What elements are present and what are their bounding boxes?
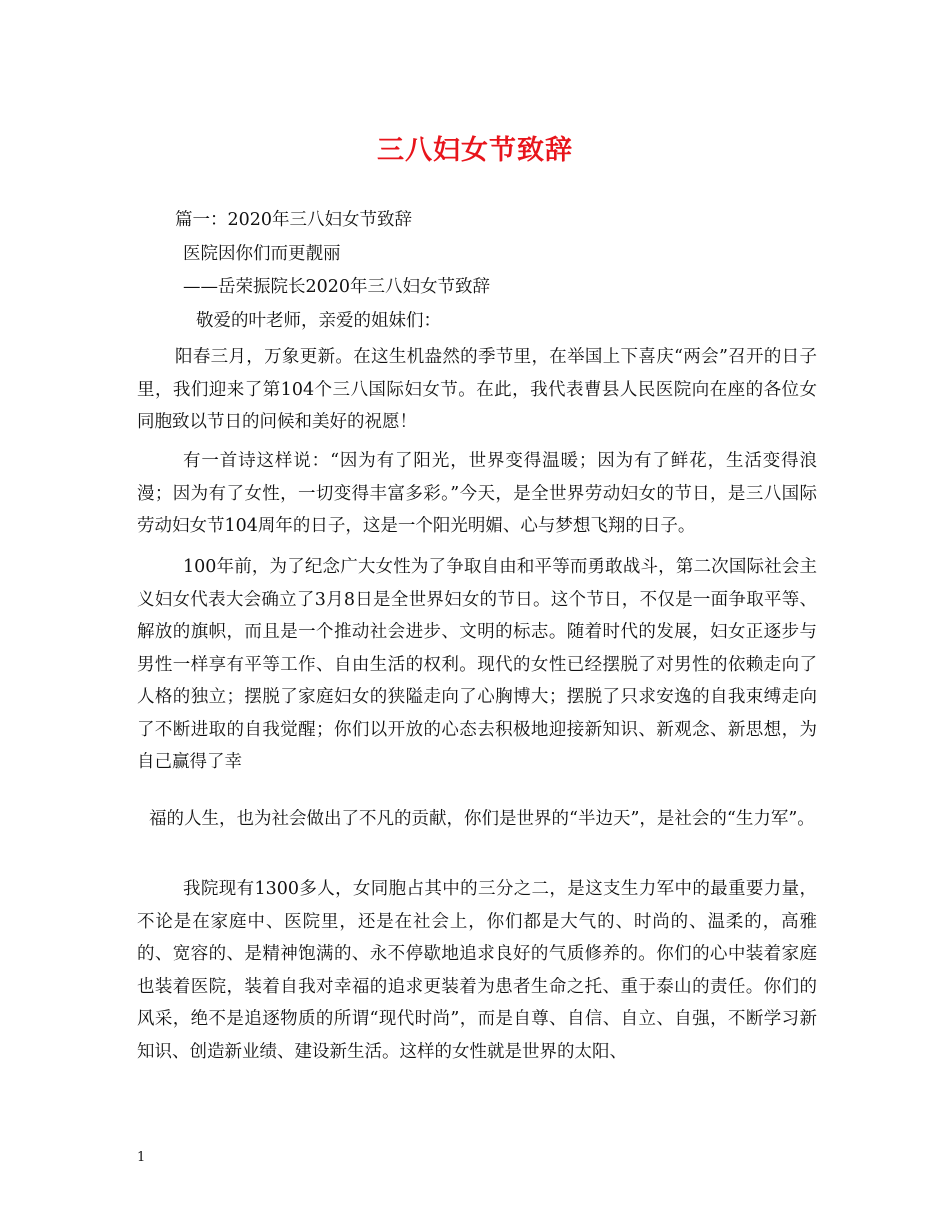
body-paragraph: 阳春三月，万象更新。在这生机盎然的季节里，在举国上下喜庆“两会”召开的日子里，我们迎来了第104个三八国际妇女节。在此，我代表曹县人民医院向在座的各位女同胞致以节日的问候和美好的祝愿！: [137, 347, 817, 432]
document-title: 三八妇女节致辞: [377, 135, 573, 166]
section-heading: 篇一：2020年三八妇女节致辞: [175, 210, 413, 230]
subtitle: 医院因你们而更靓丽: [183, 244, 341, 264]
body-paragraph: 100年前，为了纪念广大女性为了争取自由和平等而勇敢战斗，第二次国际社会主义妇女代表大会确立了3月8日是全世界妇女的节日。这个节日，不仅是一面争取平等、解放的旗帜，而且是一个推动社会进步、文明的标志。随着时代的发展，妇女正逐步与男性一样享有平等工作、自由生活的权利。现代的女性已经摆脱了对男性的依赖走向了人格的独立；摆脱了家庭妇女的狭隘走向了心胸博大；摆脱了只求安逸的自我束缚走向了不断进取的自我觉醒；你们以开放的心态去积极地迎接新知识、新观念、新思想，为自己赢得了幸: [137, 557, 817, 772]
body-paragraph: 福的人生，也为社会做出了不凡的贡献，你们是世界的“半边天”，是社会的“生力军”。: [149, 809, 815, 829]
byline: ——岳荣振院长2020年三八妇女节致辞: [183, 277, 491, 297]
body-paragraph: 有一首诗这样说：“因为有了阳光，世界变得温暖；因为有了鲜花，生活变得浪漫；因为有了女性，一切变得丰富多彩。”今天，是全世界劳动妇女的节日，是三八国际劳动妇女节104周年的日子，这是一个阳光明媚、心与梦想飞翔的日子。: [137, 451, 817, 536]
page-number: 1: [137, 1150, 146, 1165]
salutation: 敬爱的叶老师，亲爱的姐妹们：: [196, 311, 441, 331]
body-paragraph: 我院现有1300多人，女同胞占其中的三分之二，是这支生力军中的最重要力量，不论是在家庭中、医院里，还是在社会上，你们都是大气的、时尚的、温柔的，高雅的、宽容的、是精神饱满的、永不停歇地追求良好的气质修养的。你们的心中装着家庭也装着医院，装着自我对幸福的追求更装着为患者生命之托、重于泰山的责任。你们的风采，绝不是追逐物质的所谓“现代时尚”，而是自尊、自信、自立、自强，不断学习新知识、创造新业绩、建设新生活。这样的女性就是世界的太阳、: [137, 879, 817, 1062]
